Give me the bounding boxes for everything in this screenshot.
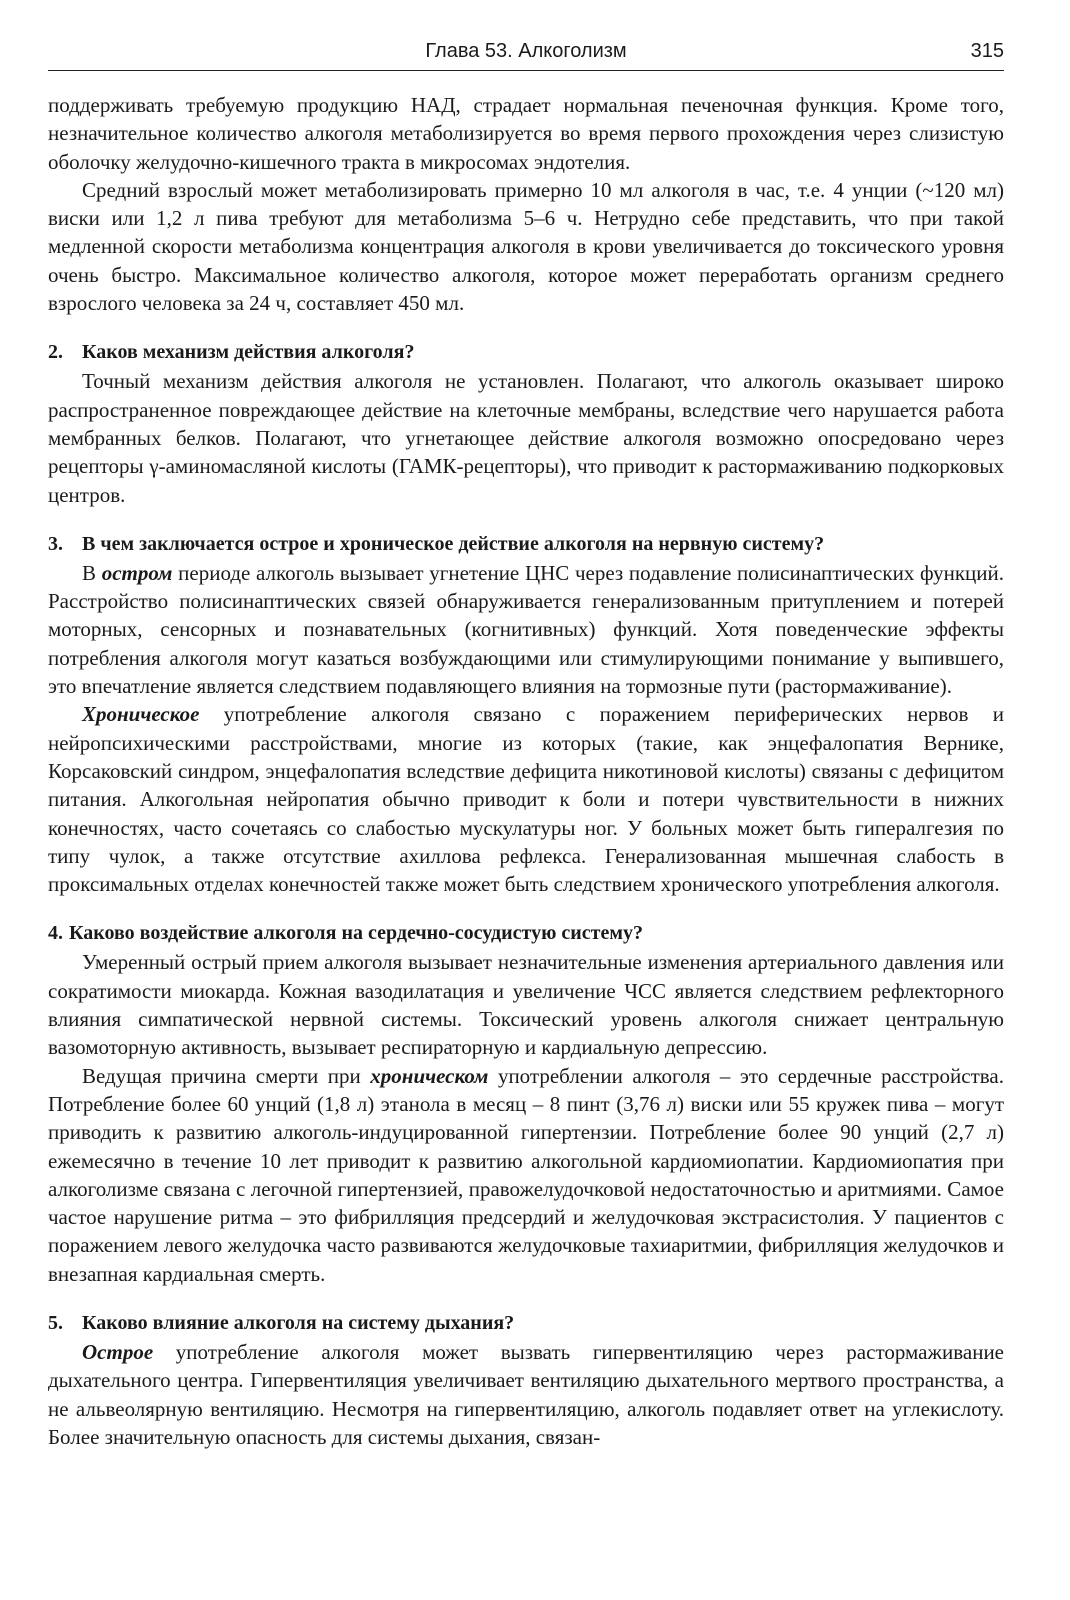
question-5-heading <box>48 1308 1004 1338</box>
text-run: употребление алкоголя связано с поражением периферических нервов и нейропсихическими расстройствами, многие из которых (такие, как энцефалопатия Вернике, Корсаковский синдром, энцефалопатия вследствие дефицита никотиновой кислоты) связаны с дефицитом питания. Алкогольная нейропатия обычно приводит к боли и потери чувствительности в нижних конечностях, часто сочетаясь со слабостью мускулатуры ног. У больных может быть гипералгезия по типу чулок, а также отсутствие ахиллова рефлекса. Генерализованная мышечная слабость в проксимальных отделах конечностей также может быть следствием хронического употребления алкоголя. <box>48 702 1004 897</box>
question-4-answer-1: Умеренный острый прием алкоголя вызывает незначительные изменения артериального давления или сократимости миокарда. Кожная вазодилатация и увеличение ЧСС является следствием рефлекторного влияния симпатической нервной системы. Токсический уровень алкоголя снижает центральную вазомоторную активность, вызывает респираторную и кардиальную депрессию. <box>48 950 1004 1060</box>
page-body <box>48 71 1004 1451</box>
intro-paragraph-2: Средний взрослый может метаболизировать примерно 10 мл алкоголя в час, т.е. 4 унции (~120 мл) виски или 1,2 л пива требуют для метаболизма 5–6 ч. Нетрудно себе представить, что при такой медленной скорости метаболизма концентрация алкоголя в крови увеличивается до токсического уровня очень быстро. Максимальное количество алкоголя, которое может переработать организм среднего взрослого человека за 24 ч, составляет 450 мл. <box>48 177 1004 316</box>
text-run: употребление алкоголя может вызвать гипервентиляцию через растормаживание дыхательного центра. Гипервентиляция увеличивает вентиляцию дыхательного мертвого пространства, а не альвеолярную вентиляцию. Несмотря на гипервентиляцию, алкоголь подавляет ответ на углекислоту. Более значительную опасность для системы дыхания, связан- <box>48 1339 1004 1449</box>
question-text: Каков механизм действия алкоголя? <box>82 341 415 364</box>
emphasis: хроническом <box>370 1063 489 1088</box>
text-run: Ведущая причина смерти при <box>82 1063 371 1088</box>
chapter-title: Глава 53. Алкоголизм <box>425 40 627 62</box>
running-header <box>48 0 1004 71</box>
text-run: употреблении алкоголя – это сердечные расстройства. Потребление более 60 унций (1,8 л) этанола в месяц – 8 пинт (3,76 л) виски или 55 кружек пива – могут приводить к развитию алкоголь-индуцированной гипертензии. Потребление более 90 унций (2,7 л) ежемесячно в течение 10 лет приводит к развитию алкогольной кардиомиопатии. Кардиомиопатия при алкоголизме связана с легочной гипертензией, правожелудочковой недостаточностью и аритмиями. Самое частое нарушение ритма – это фибрилляция предсердий и желудочковая экстрасистолия. У пациентов с поражением левого желудочка часто развиваются желудочковые тахиаритмии, фибрилляция желудочков и внезапная кардиальная смерть. <box>48 1063 1004 1286</box>
question-2-answer: Точный механизм действия алкоголя не установлен. Полагают, что алкоголь оказывает широко распространенное повреждающее действие на клеточные мембраны, вследствие чего нарушается работа мембранных белков. Полагают, что угнетающее действие алкоголя возможно опосредовано через рецепторы γ-аминомасляной кислоты (ГАМК-рецепторы), что приводит к растормаживанию подкорковых центров. <box>48 369 1004 507</box>
question-text: Каково воздействие алкоголя на сердечно-сосудистую систему? <box>69 922 643 945</box>
emphasis: Хроническое <box>82 702 200 727</box>
question-3-answer-2 <box>48 700 1004 898</box>
question-number: 4. <box>48 922 63 945</box>
question-number: 3. <box>48 532 63 555</box>
text-run: В <box>82 560 102 585</box>
question-text: Каково влияние алкоголя на систему дыхания? <box>82 1311 515 1334</box>
intro-paragraph-1: поддерживать требуемую продукцию НАД, страдает нормальная печеночная функция. Кроме того, незначительное количество алкоголя метаболизируется во время первого прохождения через слизистую оболочку желудочно-кишечного тракта в микросомах эндотелия. <box>48 93 1004 174</box>
text-run: периоде алкоголь вызывает угнетение ЦНС через подавление полисинаптических функций. Расстройство полисинаптических связей обнаруживается генерализованным притуплением и потерей моторных, сенсорных и познавательных (когнитивных) функций. Хотя поведенческие эффекты потребления алкоголя могут казаться возбуждающими или стимулирующими понимание у выпившего, это впечатление является следствием подавляющего влияния на тормозные пути (растормаживание). <box>48 560 1004 699</box>
question-2-heading <box>48 337 1004 367</box>
question-4-answer-2 <box>48 1062 1004 1288</box>
page-number: 315 <box>970 40 1004 62</box>
emphasis: остром <box>101 560 173 585</box>
question-3-heading <box>48 529 1004 559</box>
question-number: 2. <box>48 341 63 364</box>
question-text: В чем заключается острое и хроническое действие алкоголя на нервную систему? <box>82 532 825 555</box>
book-page <box>48 0 1004 1451</box>
question-number: 5. <box>48 1311 63 1334</box>
emphasis: Острое <box>82 1339 154 1364</box>
question-3-answer-1 <box>48 559 1004 700</box>
question-4-heading <box>48 918 1004 948</box>
question-5-answer-1 <box>48 1338 1004 1451</box>
